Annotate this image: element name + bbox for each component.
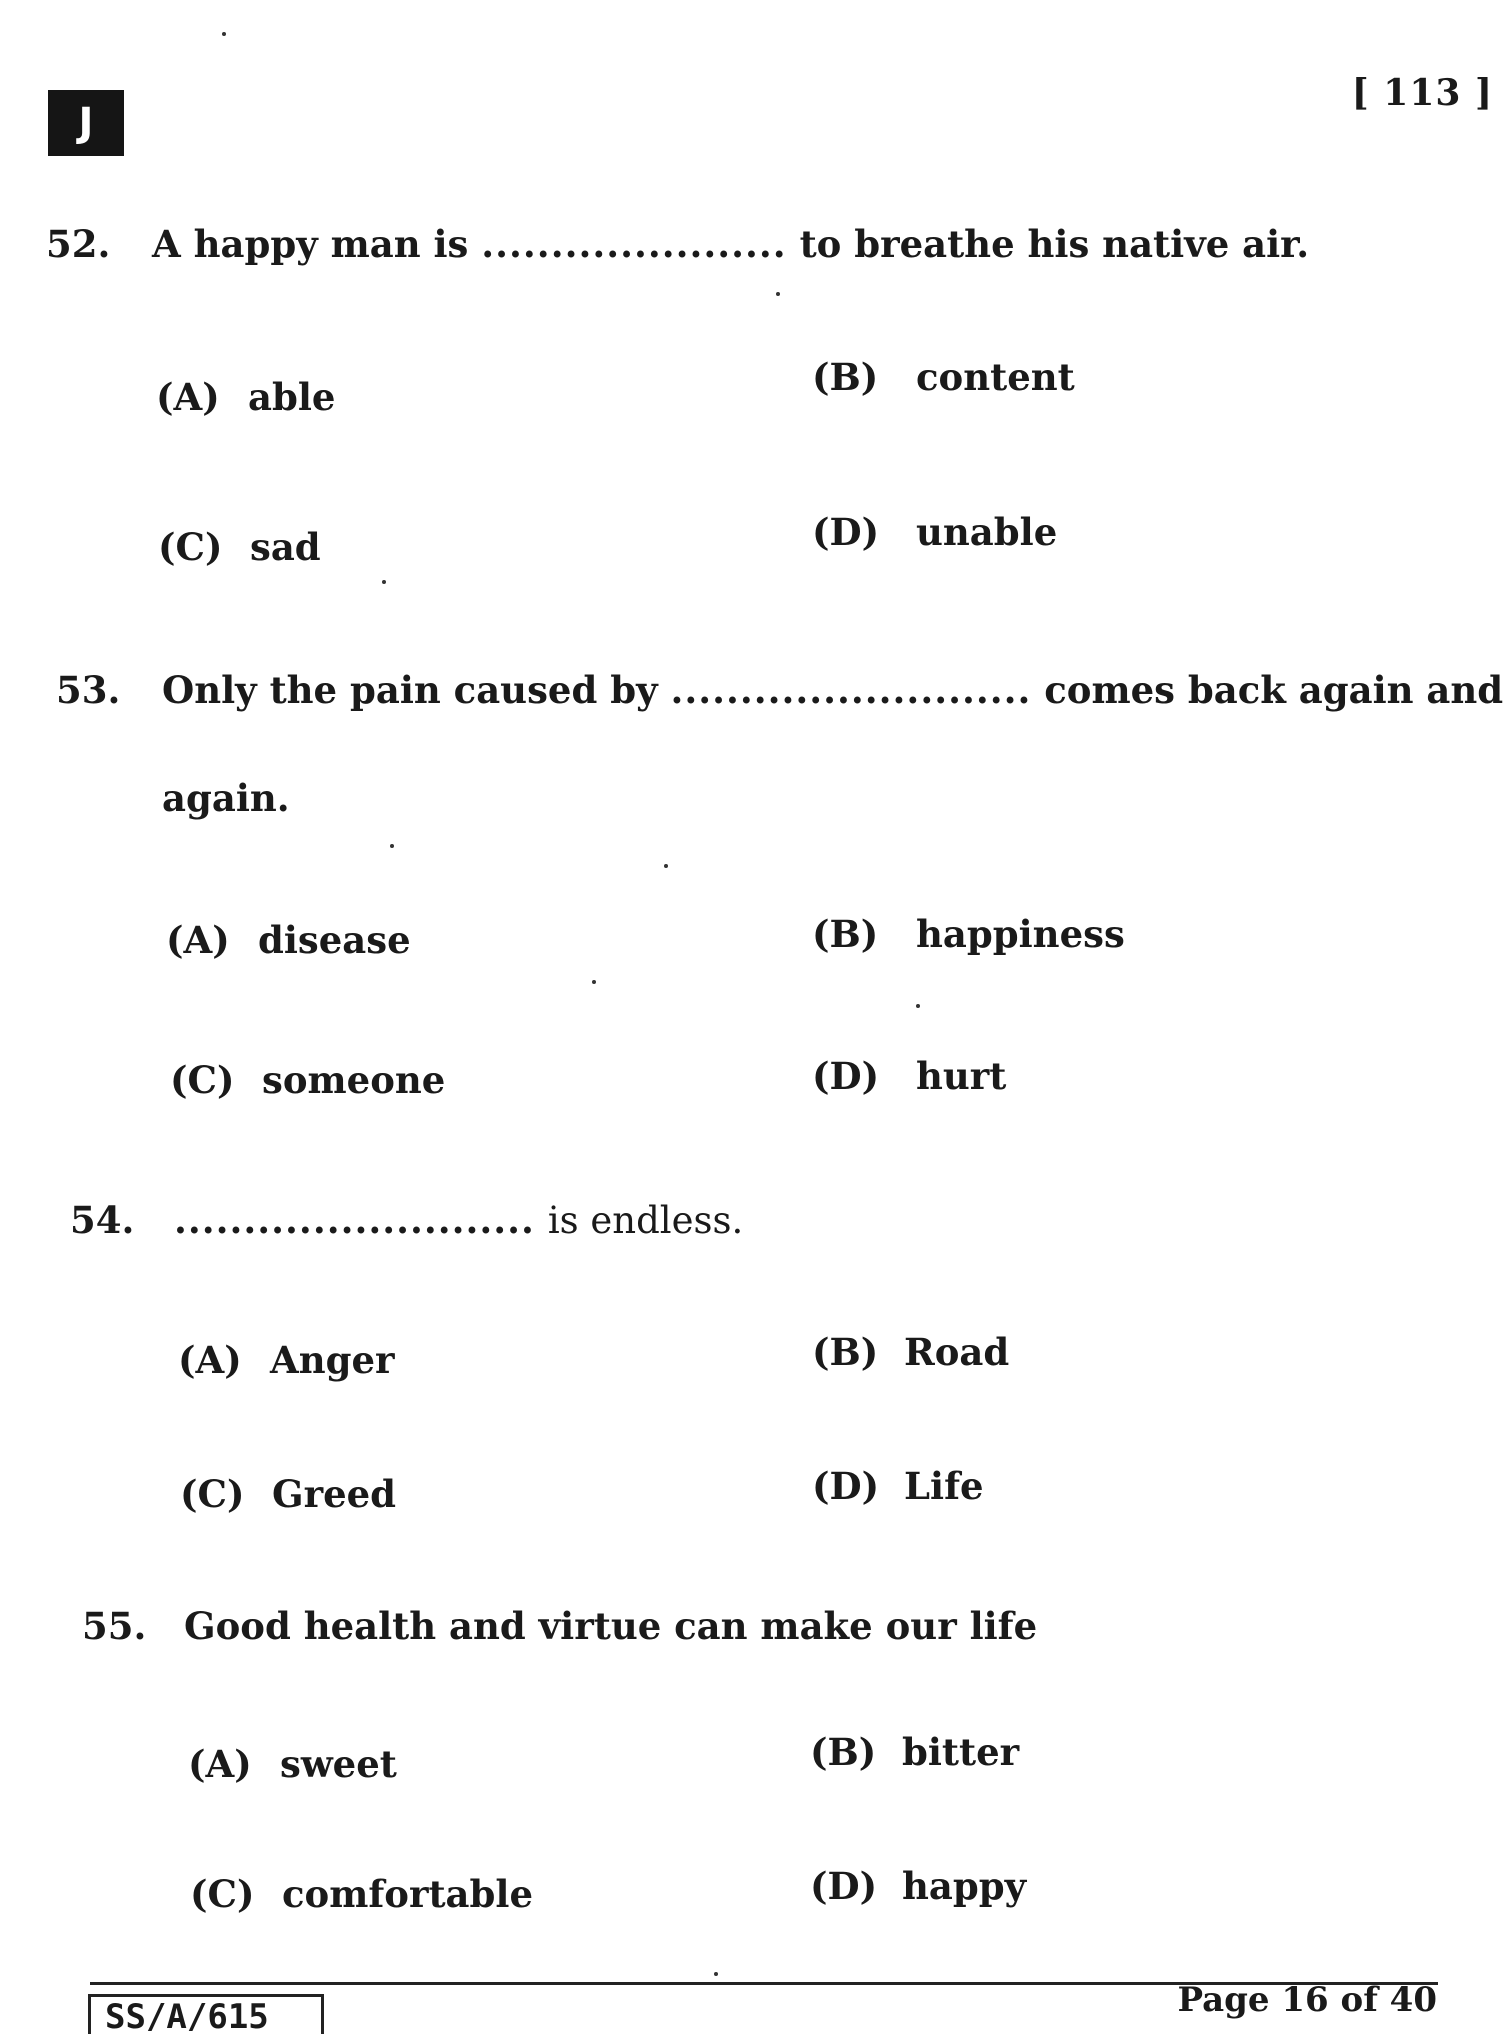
option-text: Road: [904, 1330, 1010, 1374]
option-text: sad: [250, 525, 321, 569]
question-text-before: A happy man is: [152, 222, 469, 266]
option-letter: (A): [156, 375, 220, 419]
question-text-before: Only the pain caused by: [162, 668, 658, 712]
question-54: [70, 1198, 743, 1242]
option-55-d[interactable]: [810, 1864, 1026, 1908]
option-letter: (B): [810, 1730, 877, 1774]
option-text: able: [248, 375, 336, 419]
option-text: hurt: [916, 1054, 1007, 1098]
option-53-a[interactable]: [166, 918, 411, 962]
option-letter: (C): [190, 1872, 255, 1916]
option-text: comfortable: [282, 1872, 533, 1916]
option-53-d[interactable]: [812, 1054, 1006, 1098]
scan-speck: [222, 32, 226, 36]
option-53-b[interactable]: [812, 912, 1125, 956]
scan-speck: [714, 1972, 718, 1976]
option-letter: (D): [812, 1054, 880, 1098]
option-54-a[interactable]: [178, 1338, 395, 1382]
option-letter: (D): [812, 510, 880, 554]
option-text: Life: [904, 1464, 984, 1508]
scan-speck: [592, 980, 596, 984]
option-text: unable: [916, 510, 1058, 554]
option-text: happy: [902, 1864, 1027, 1908]
set-label-box: J: [48, 90, 124, 156]
option-54-d[interactable]: [812, 1464, 984, 1508]
option-text: happiness: [916, 912, 1125, 956]
option-letter: (D): [812, 1464, 880, 1508]
option-55-c[interactable]: [190, 1872, 533, 1916]
scan-speck: [664, 864, 668, 868]
blank-dots: ......................: [481, 222, 787, 266]
option-letter: (D): [810, 1864, 878, 1908]
question-number: 55.: [82, 1604, 147, 1648]
question-text-after: to breathe his native air.: [799, 222, 1310, 266]
blank-dots: ..........................: [174, 1198, 535, 1242]
option-54-b[interactable]: [812, 1330, 1009, 1374]
paper-code: SS/A/615: [88, 1994, 324, 2034]
scan-speck: [916, 1004, 920, 1008]
option-text: bitter: [902, 1730, 1020, 1774]
question-53-continuation: again.: [162, 776, 290, 820]
option-letter: (C): [158, 525, 223, 569]
blank-dots: ..........................: [670, 668, 1032, 712]
option-letter: (B): [812, 355, 879, 399]
option-52-a[interactable]: [156, 375, 335, 419]
option-55-b[interactable]: [810, 1730, 1019, 1774]
option-52-b[interactable]: [812, 355, 1075, 399]
scan-speck: [390, 844, 394, 848]
option-54-c[interactable]: [180, 1472, 396, 1516]
option-letter: (A): [178, 1338, 242, 1382]
option-text: sweet: [280, 1742, 397, 1786]
option-text: content: [916, 355, 1075, 399]
option-55-a[interactable]: [188, 1742, 397, 1786]
option-letter: (C): [180, 1472, 245, 1516]
option-52-d[interactable]: [812, 510, 1057, 554]
option-letter: (B): [812, 912, 879, 956]
question-53: [56, 668, 1503, 712]
page-number: Page 16 of 40: [1177, 1980, 1437, 2020]
option-text: Greed: [272, 1472, 397, 1516]
question-number: 53.: [56, 668, 121, 712]
option-letter: (A): [166, 918, 230, 962]
question-text-after: comes back again and: [1044, 668, 1504, 712]
question-text-before: Good health and virtue can make our life: [184, 1604, 1038, 1648]
option-53-c[interactable]: [170, 1058, 445, 1102]
option-text: disease: [258, 918, 411, 962]
option-52-c[interactable]: [158, 525, 321, 569]
question-number: 54.: [70, 1198, 135, 1242]
question-text-after: is endless.: [547, 1199, 744, 1242]
page-code: [ 113 ]: [1351, 72, 1493, 114]
option-letter: (C): [170, 1058, 235, 1102]
option-letter: (B): [812, 1330, 879, 1374]
scan-speck: [382, 580, 386, 584]
scan-speck: [776, 292, 780, 296]
option-text: Anger: [270, 1338, 395, 1382]
question-55: [82, 1604, 1037, 1648]
question-52: [46, 222, 1309, 266]
option-text: someone: [262, 1058, 446, 1102]
option-letter: (A): [188, 1742, 252, 1786]
question-number: 52.: [46, 222, 111, 266]
